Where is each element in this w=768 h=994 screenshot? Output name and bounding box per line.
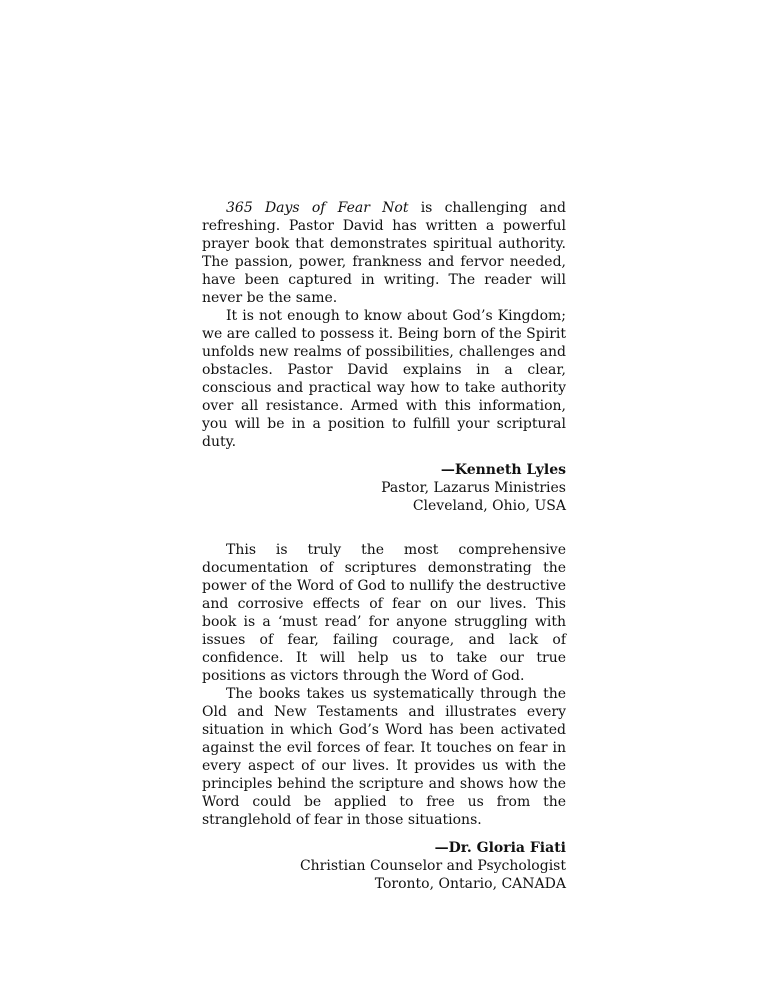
- endorsement-paragraph: [202, 199, 566, 307]
- author-role: Christian Counselor and Psychologist: [299, 858, 566, 874]
- author-location: Toronto, Ontario, CANADA: [374, 876, 566, 892]
- endorsement-paragraph: The books takes us systematically through the Old and New Testaments and illustrates every situation in which God’s Word has been activated against the evil forces of fear. It touches on fear in every aspect of our lives. It provides us with the principles behind the scripture and shows how the Word could be applied to free us from the stranglehold of fear in those situations.: [202, 686, 566, 828]
- attribution-kenneth-lyles: [202, 461, 566, 515]
- endorsement-paragraph: It is not enough to know about God’s Kingdom; we are called to possess it. Being born of the Spirit unfolds new realms of possibilities, challenges and obstacles. Pastor David explains in a clear, conscious and practical way how to take authority over all resistance. Armed with this information, you will be in a position to fulfill your scriptural duty.: [202, 308, 566, 450]
- page-content: [202, 199, 566, 893]
- endorsement-paragraph: This is truly the most comprehensive documentation of scriptures demonstrating the power of the Word of God to nullify the destructive and corrosive effects of fear on our lives. This book is a ‘must read’ for anyone struggling with issues of fear, failing courage, and lack of confidence. It will help us to take our true positions as victors through the Word of God.: [202, 542, 566, 684]
- book-title: 365 Days of Fear Not: [226, 200, 409, 216]
- endorsement-gloria-fiati: [202, 541, 566, 829]
- section-spacer: [202, 515, 566, 541]
- author-location: Cleveland, Ohio, USA: [412, 498, 566, 514]
- endorsement-kenneth-lyles: [202, 199, 566, 451]
- paragraph-text: is challenging and refreshing. Pastor David has written a powerful prayer book that demonstrates spiritual authority. The passion, power, frankness and fervor needed, have been captured in writing. The reader will never be the same.: [202, 200, 567, 306]
- author-name: —Kenneth Lyles: [440, 462, 566, 478]
- author-name: —Dr. Gloria Fiati: [434, 840, 566, 856]
- attribution-gloria-fiati: [202, 839, 566, 893]
- author-role: Pastor, Lazarus Ministries: [381, 480, 566, 496]
